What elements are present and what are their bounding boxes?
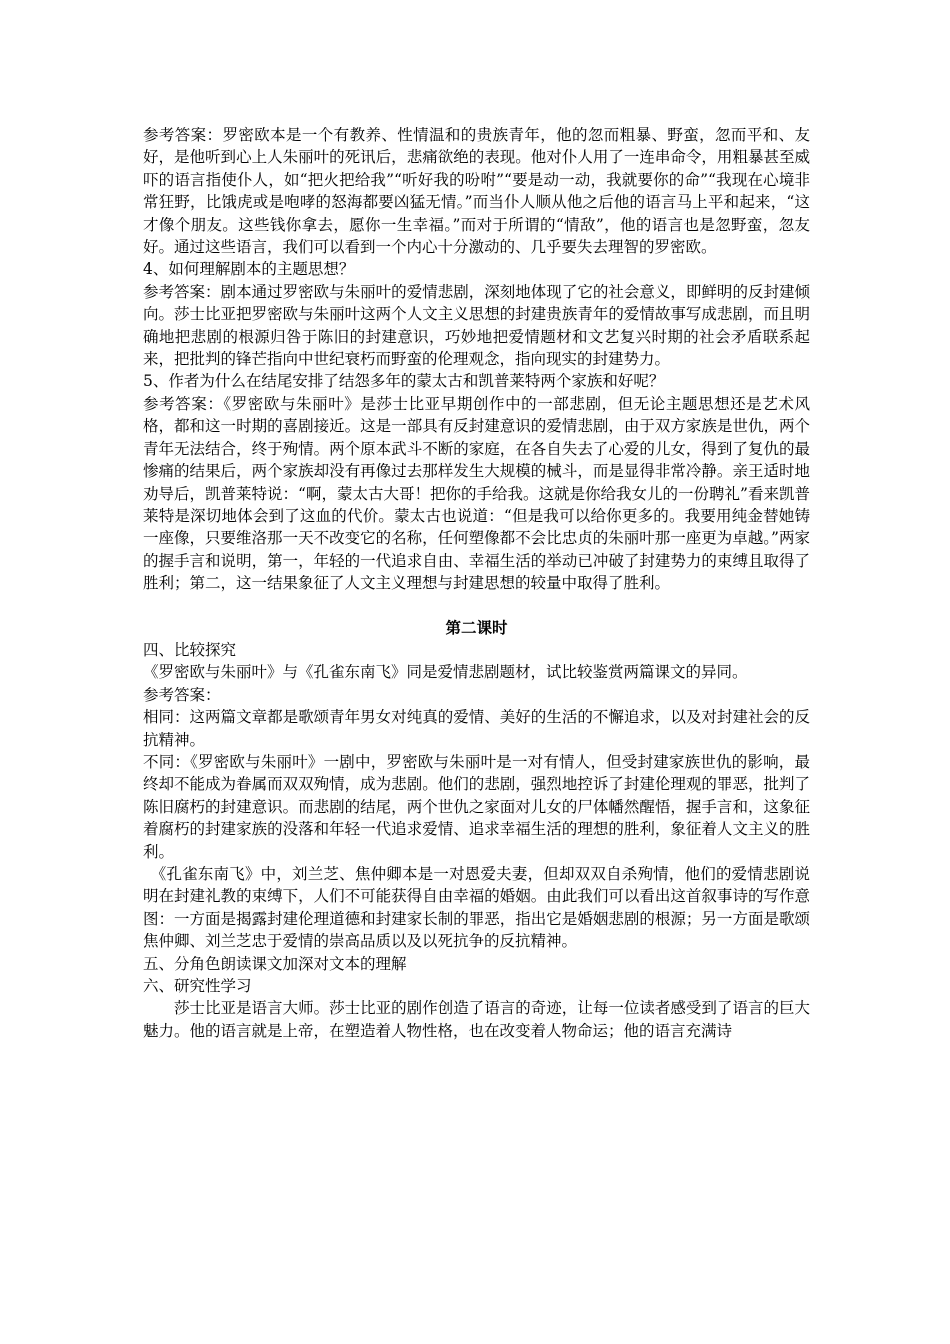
section-6-paragraph: 莎士比亚是语言大师。莎士比亚的剧作创造了语言的奇迹，让每一位读者感受到了语言的巨大魅力。他的语言就是上帝，在塑造着人物性格，也在改变着人物命运；他的语言充满诗 [143, 999, 810, 1040]
answer-3-paragraph: 参考答案：罗密欧本是一个有教养、性情温和的贵族青年，他的忽而粗暴、野蛮，忽而平和、友好，是他听到心上人朱丽叶的死讯后，悲痛欲绝的表现。他对仆人用了一连串命令，用粗暴甚至威吓的语言指使仆人，如“把火把给我”“听好我的吩咐”“要是动一动，我就要你的命”“我现在心境非常狂野，比饿虎或是咆哮的怒海都要凶猛无情。”而当仆人顺从他之后他的语言马上平和起来，“这才像个朋友。这些钱你拿去，愿你一生幸福。”而对于所谓的“情敌”，他的语言也是忽野蛮，忽友好。通过这些语言，我们可以看到一个内心十分激动的、几乎要失去理智的罗密欧。 [143, 126, 810, 257]
difference-paragraph: 不同：《罗密欧与朱丽叶》一剧中，罗密欧与朱丽叶是一对有情人，但受封建家族世仇的影响，最终却不能成为眷属而双双殉情，成为悲剧。他们的悲剧，强烈地控诉了封建伦理观的罪恶，批判了陈旧腐朽的封建意识。而悲剧的结尾，两个世仇之家面对儿女的尸体幡然醒悟，握手言和，这象征着腐朽的封建家族的没落和年轻一代追求爱情、追求幸福生活的理想的胜利，象征着人文主义的胜利。 [143, 752, 810, 861]
section-5-heading: 五、分角色朗读课文加深对文本的理解 [143, 954, 407, 973]
similarity-paragraph: 相同：这两篇文章都是歌颂青年男女对纯真的爱情、美好的生活的不懈追求，以及对封建社会的反抗精神。 [143, 708, 810, 749]
question-4: 4、如何理解剧本的主题思想？ [143, 260, 355, 279]
section-4-heading: 四、比较探究 [143, 640, 237, 659]
question-5: 5、作者为什么在结尾安排了结怨多年的蒙太古和凯普莱特两个家族和好呢？ [143, 372, 665, 391]
section-6-heading: 六、研究性学习 [143, 977, 252, 996]
lesson-two-heading: 第二课时 [445, 618, 508, 637]
section-4-reference-label: 参考答案： [143, 685, 221, 704]
document-page [143, 124, 810, 1042]
answer-5-paragraph: 参考答案：《罗密欧与朱丽叶》是莎士比亚早期创作中的一部悲剧，但无论主题思想还是艺术风格，都和这一时期的喜剧接近。这是一部具有反封建意识的爱情悲剧，由于双方家族是世仇，两个青年无法结合，终于殉情。两个原本武斗不断的家庭，在各自失去了心爱的儿女，得到了复仇的最惨痛的结果后，两个家族却没有再像过去那样发生大规模的械斗，而是显得非常冷静。亲王适时地劝导后，凯普莱特说：“啊，蒙太古大哥！把你的手给我。这就是你给我女儿的一份聘礼”看来凯普莱特是深切地体会到了这血的代价。蒙太古也说道：“但是我可以给你更多的。我要用纯金替她铸一座像，只要维洛那一天不改变它的名称，任何塑像都不会比忠贞的朱丽叶那一座更为卓越。”两家的握手言和说明，第一，年轻的一代追求自由、幸福生活的举动已冲破了封建势力的束缚且取得了胜利；第二，这一结果象征了人文主义理想与封建思想的较量中取得了胜利。 [143, 394, 810, 593]
kongque-paragraph: 《孔雀东南飞》中，刘兰芝、焦仲卿本是一对恩爱夫妻，但却双双自杀殉情，他们的爱情悲剧说明在封建礼教的束缚下，人们不可能获得自由幸福的婚姻。由此我们可以看出这首叙事诗的写作意图：一方面是揭露封建伦理道德和封建家长制的罪恶，指出它是婚姻悲剧的根源；另一方面是歌颂焦仲卿、刘兰芝忠于爱情的崇高品质以及以死抗争的反抗精神。 [143, 865, 810, 951]
section-4-task: 《罗密欧与朱丽叶》与《孔雀东南飞》同是爱情悲剧题材，试比较鉴赏两篇课文的异同。 [143, 663, 748, 682]
answer-4-paragraph: 参考答案：剧本通过罗密欧与朱丽叶的爱情悲剧，深刻地体现了它的社会意义，即鲜明的反封建倾向。莎士比亚把罗密欧与朱丽叶这两个人文主义思想的封建贵族青年的爱情故事写成悲剧，而且明确地把悲剧的根源归咎于陈旧的封建意识，巧妙地把爱情题材和文艺复兴时期的社会矛盾联系起来，把批判的锋芒指向中世纪衰朽而野蛮的伦理观念，指向现实的封建势力。 [143, 282, 810, 369]
